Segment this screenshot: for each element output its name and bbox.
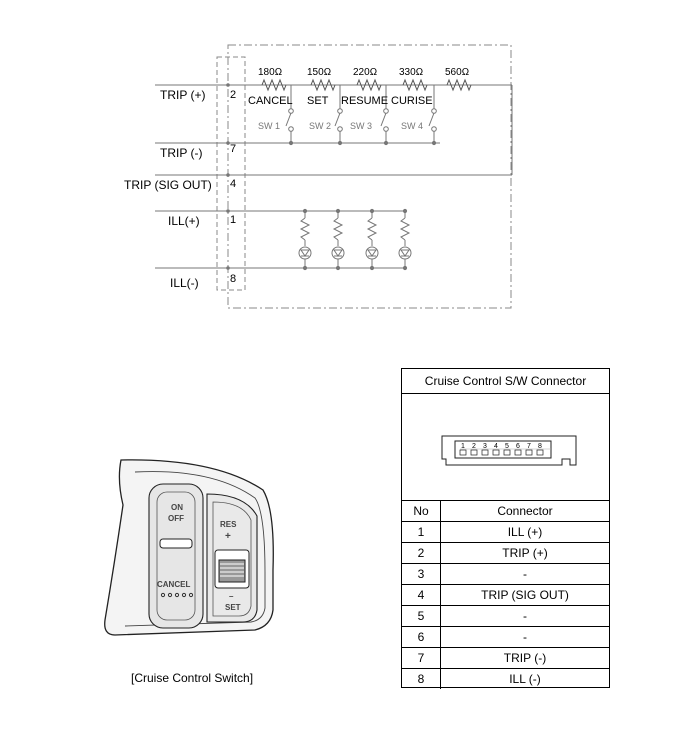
row-connector: TRIP (+) [441,543,610,564]
row-no: 5 [402,606,441,627]
resistor-r5 [447,80,471,90]
signal-label-trip-plus: TRIP (+) [160,88,206,102]
row-connector: - [441,627,610,648]
row-no: 7 [402,648,441,669]
row-connector: - [441,606,610,627]
illumination-branch-4 [399,209,411,269]
switch-label-res: RES [220,520,237,529]
pin-number-8: 8 [230,273,237,285]
row-connector: ILL (-) [441,669,610,690]
row-connector: TRIP (SIG OUT) [441,585,610,606]
row-no: 4 [402,585,441,606]
switch-name-sw1: SW 1 [258,121,281,131]
illumination-branch-2 [332,209,344,269]
row-no: 6 [402,627,441,648]
row-no: 8 [402,669,441,690]
resistor-value-5: 560Ω [445,67,470,78]
resistor-value-3: 220Ω [353,67,378,78]
connector-table [401,368,610,688]
pin-number-7: 7 [230,143,237,155]
row-no: 3 [402,564,441,585]
switch-sw3 [381,85,388,145]
signal-label-ill-plus: ILL(+) [168,214,200,228]
row-no: 1 [402,522,441,543]
button-name-curise: CURISE [391,95,433,107]
signal-label-trip-sigout: TRIP (SIG OUT) [124,178,212,192]
table-row [402,627,609,648]
switch-label-on: ON [171,503,183,512]
table-row [402,585,609,606]
pin-table [402,501,609,689]
pin-label-2: 2 [472,443,476,450]
connector-table-title: Cruise Control S/W Connector [402,369,609,394]
switch-label-set: SET [225,603,241,612]
table-row [402,543,609,564]
table-row [402,606,609,627]
switch-name-sw3: SW 3 [350,121,373,131]
header-no: No [402,501,441,522]
pin-number-1: 1 [230,214,237,226]
illumination-branch-3 [366,209,378,269]
row-no: 2 [402,543,441,564]
switch-label-cancel: CANCEL [157,580,191,589]
resistor-value-4: 330Ω [399,67,424,78]
connector-illustration [402,394,609,500]
pin-number-4: 4 [230,178,237,190]
row-connector: ILL (+) [441,522,610,543]
pin-label-6: 6 [516,443,520,450]
pin-label-5: 5 [505,443,509,450]
resistor-r1 [262,80,286,90]
resistor-value-2: 150Ω [307,67,332,78]
switch-label-plus: + [225,531,231,542]
resistor-r3 [357,80,381,90]
illumination-branch-1 [299,209,311,269]
resistor-r2 [311,80,335,90]
pin-label-3: 3 [483,443,487,450]
header-connector: Connector [497,504,553,518]
pin-label-1: 1 [461,443,465,450]
switch-sw2 [335,85,342,145]
switch-name-sw2: SW 2 [309,121,332,131]
pin-label-4: 4 [494,443,498,450]
cruise-switch-illustration [95,450,285,650]
switch-label-off: OFF [168,514,184,523]
table-row [402,648,609,669]
table-row [402,669,609,690]
resistor-r4 [403,80,427,90]
table-row [402,564,609,585]
row-connector: TRIP (-) [441,648,610,669]
pin-number-2: 2 [230,89,237,101]
row-connector: - [441,564,610,585]
pin-label-7: 7 [527,443,531,450]
switch-sw1 [286,85,293,145]
figure-caption: [Cruise Control Switch] [131,671,254,685]
button-name-resume: RESUME [341,95,389,107]
signal-label-trip-minus: TRIP (-) [160,146,203,160]
button-name-cancel: CANCEL [248,95,293,107]
signal-label-ill-minus: ILL(-) [170,276,199,290]
button-name-set: SET [307,95,329,107]
connector-face [402,394,609,501]
circuit-wiring [0,0,700,330]
switch-label-minus: – [229,592,234,601]
switch-sw4 [429,85,436,145]
pin-label-8: 8 [538,443,542,450]
switch-name-sw4: SW 4 [401,121,424,131]
table-header-row [402,501,609,522]
resistor-value-1: 180Ω [258,67,283,78]
table-row [402,522,609,543]
